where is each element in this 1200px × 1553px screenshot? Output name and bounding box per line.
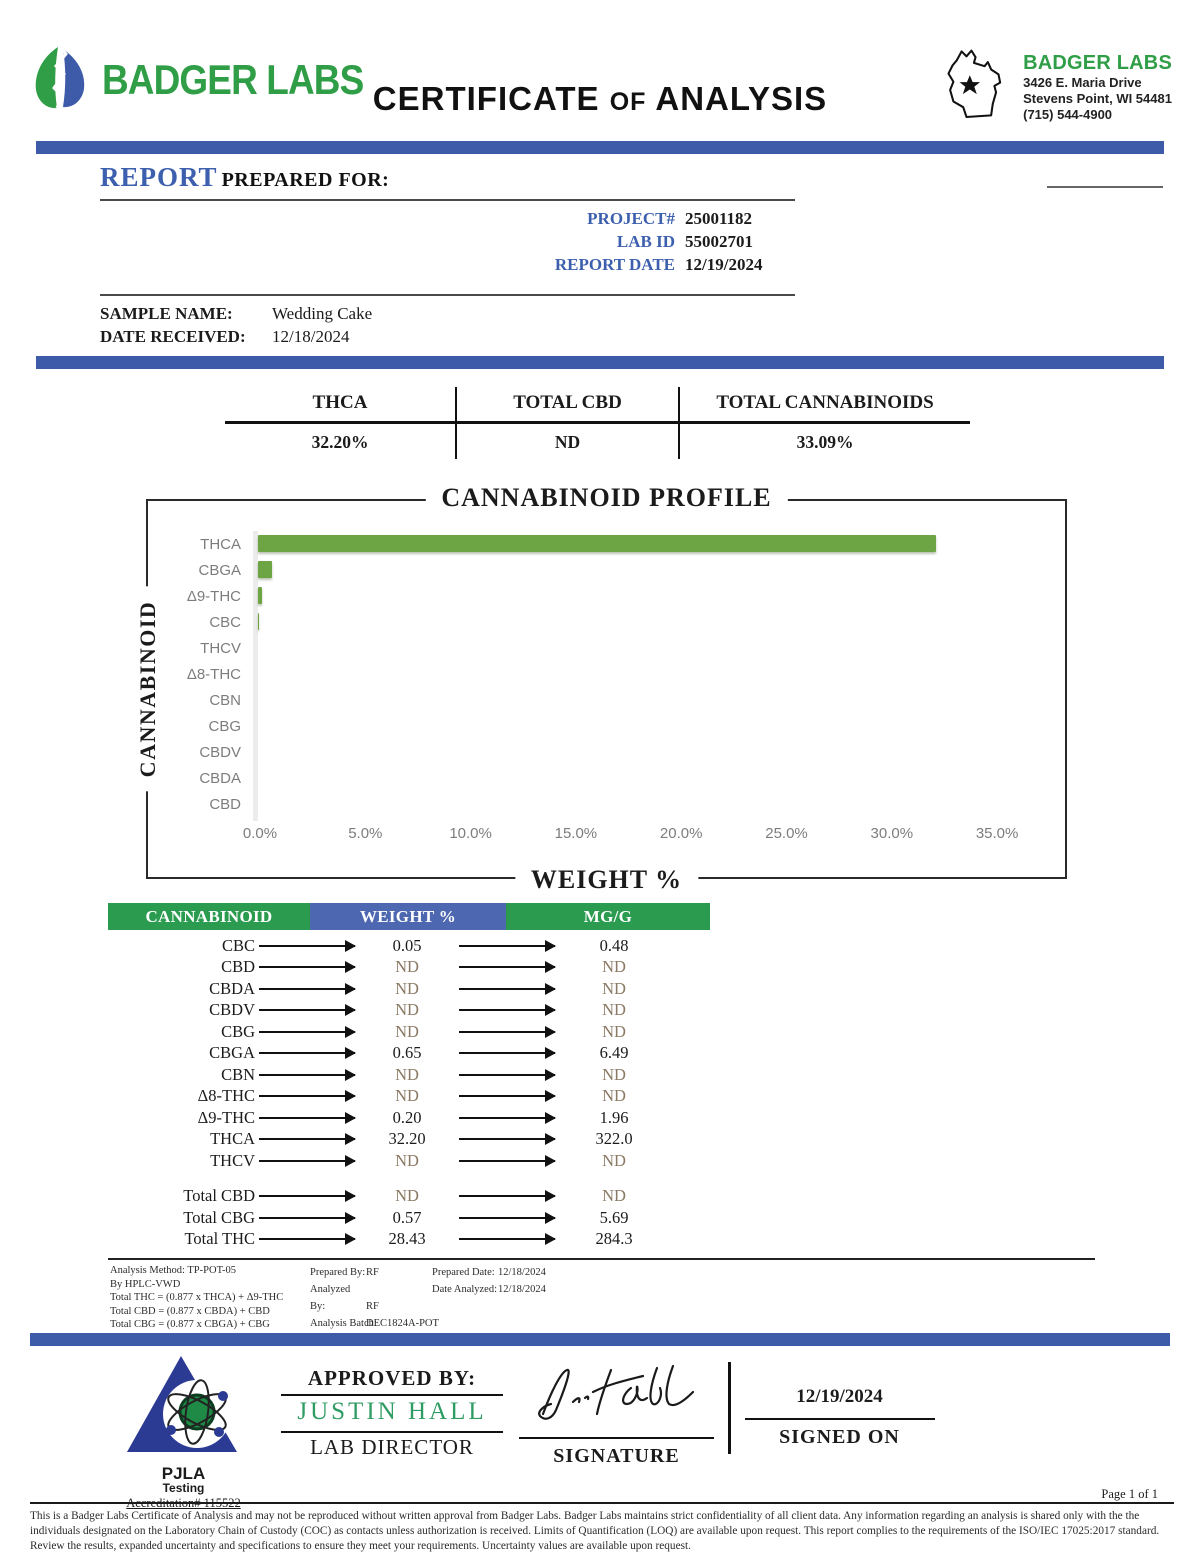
chart-bar-track xyxy=(253,739,1065,765)
table-row xyxy=(108,978,710,1000)
report-date-value: 12/19/2024 xyxy=(685,255,763,274)
chart-bar xyxy=(258,561,272,578)
chart-category-label: THCA xyxy=(200,535,241,553)
table-row xyxy=(108,1186,710,1208)
table-row xyxy=(108,1086,710,1108)
project-row xyxy=(100,207,793,230)
summary-total-cannabinoids-value: 33.09% xyxy=(796,432,854,452)
chart-bar xyxy=(258,587,262,604)
weight-value: ND xyxy=(395,1000,419,1020)
chart-row xyxy=(148,687,1065,713)
prepared-by-label: Prepared By: xyxy=(310,1267,366,1278)
summary-total-cbd xyxy=(455,387,680,459)
chart-category-label: THCV xyxy=(200,639,241,657)
signed-on-block xyxy=(745,1352,935,1449)
chart-bar-track xyxy=(253,583,1065,609)
mgg-value: ND xyxy=(602,978,626,998)
signature-handwriting xyxy=(527,1419,707,1436)
mgg-value: ND xyxy=(602,1186,626,1206)
weight-value: 28.43 xyxy=(388,1229,426,1249)
table-row xyxy=(108,1064,710,1086)
lab-id-label: LAB ID xyxy=(616,232,675,251)
report-date-row xyxy=(100,253,793,276)
mgg-value: ND xyxy=(602,1021,626,1041)
chart-category-label: CBN xyxy=(209,691,241,709)
chart-x-tick: 10.0% xyxy=(449,825,492,842)
divider-bar-mid xyxy=(36,356,1164,369)
lab-id-row xyxy=(100,230,793,253)
report-section xyxy=(100,164,795,348)
arrow-icon xyxy=(259,1217,355,1219)
report-meta xyxy=(100,207,795,276)
chart-category-label: Δ9-THC xyxy=(186,587,241,605)
table-row xyxy=(108,1021,710,1043)
lab-address-1: 3426 E. Maria Drive xyxy=(1023,75,1142,90)
chart-bar-track xyxy=(253,531,1065,557)
date-received-label: DATE RECEIVED: xyxy=(100,327,246,346)
footnote-line: Total THC = (0.877 x THCA) + Δ9-THC xyxy=(110,1292,284,1303)
lab-address-2: Stevens Point, WI 54481 xyxy=(1023,91,1172,106)
prepared-for-label: PREPARED FOR: xyxy=(221,169,390,191)
disclaimer-text: This is a Badger Labs Certificate of Analysis and may not be reproduced without written approval from Badger Labs. Badger Labs maintains strict confidentiality of all client data. Any information regarding an analysis is shared only with the the individuals designated on the Laboratory Chain of Custody (COC) as contacts unless authorization is received. Limits of Quantification (LOQ) are available upon request. This report complies to the requirements of the ISO/IEC 17025:2017 standard. Review the results, expanded uncertainty and specifications to ensure they meet your requirements. Uncertainty values are available upon request. xyxy=(30,1502,1174,1553)
chart-row xyxy=(148,661,1065,687)
sample-block xyxy=(100,294,795,348)
arrow-icon xyxy=(259,1052,355,1054)
cannabinoid-name: THCA xyxy=(210,1129,255,1149)
summary-total-cbd-value: ND xyxy=(554,432,581,452)
chart-category-label: CBG xyxy=(208,717,241,735)
cannabinoid-name: CBDA xyxy=(209,978,255,998)
chart-row xyxy=(148,609,1065,635)
chart-bar-track xyxy=(253,791,1065,817)
weight-value: ND xyxy=(395,978,419,998)
date-analyzed-value: 12/18/2024 xyxy=(498,1284,546,1295)
chart-category-label: CBC xyxy=(209,613,241,631)
arrow-icon xyxy=(459,988,555,990)
sample-name-row xyxy=(100,302,795,325)
chart-row xyxy=(148,791,1065,817)
approval-section xyxy=(96,1352,935,1511)
arrow-icon xyxy=(259,1031,355,1033)
mgg-value: ND xyxy=(602,1150,626,1170)
signature-label: SIGNATURE xyxy=(553,1445,680,1467)
analysis-batch-value: DEC1824A-POT xyxy=(366,1318,439,1329)
weight-value: 0.65 xyxy=(392,1043,422,1063)
signed-on-date: 12/19/2024 xyxy=(796,1386,883,1407)
weight-value: 0.05 xyxy=(392,935,422,955)
project-label: PROJECT# xyxy=(587,209,675,228)
chart-row xyxy=(148,739,1065,765)
signature-divider xyxy=(728,1362,731,1454)
chart-x-ticks xyxy=(148,825,1065,847)
arrow-icon xyxy=(259,1095,355,1097)
mgg-value: 284.3 xyxy=(595,1229,633,1249)
chart-category-label: CBD xyxy=(209,795,241,813)
arrow-icon xyxy=(459,1217,555,1219)
weight-value: ND xyxy=(395,957,419,977)
arrow-icon xyxy=(459,1074,555,1076)
results-header-cannabinoid: CANNABINOID xyxy=(108,903,310,930)
arrow-icon xyxy=(259,1195,355,1197)
header-rule-right xyxy=(1047,186,1163,188)
chart-bar-track xyxy=(253,609,1065,635)
chart-y-axis-label: CANNABINOID xyxy=(135,587,161,792)
cannabinoid-name: CBD xyxy=(221,957,255,977)
table-row xyxy=(108,1207,710,1229)
lab-name: BADGER LABS xyxy=(1023,52,1172,74)
approved-by-label: APPROVED BY: xyxy=(307,1366,477,1390)
cannabinoid-name: CBC xyxy=(221,935,255,955)
summary-thca-label: THCA xyxy=(225,387,455,424)
weight-value: ND xyxy=(395,1021,419,1041)
mgg-value: ND xyxy=(602,1064,626,1084)
arrow-icon xyxy=(459,1052,555,1054)
chart-bar-track xyxy=(253,635,1065,661)
chart-bar xyxy=(258,613,259,630)
cannabinoid-name: CBDV xyxy=(209,1000,255,1020)
arrow-icon xyxy=(459,1195,555,1197)
accreditation-number: Accreditation# 115522 xyxy=(126,1496,241,1510)
divider-bar-bottom xyxy=(30,1333,1170,1346)
results-total-rows xyxy=(108,1186,710,1251)
sample-name-label: SAMPLE NAME: xyxy=(100,304,233,323)
report-heading xyxy=(100,164,795,201)
cannabinoid-name: CBN xyxy=(221,1064,255,1084)
chart-bar-track xyxy=(253,661,1065,687)
cannabinoid-name: THCV xyxy=(210,1150,255,1170)
chart-row xyxy=(148,765,1065,791)
cannabinoid-name: Total CBD xyxy=(183,1186,255,1206)
weight-value: ND xyxy=(395,1086,419,1106)
arrow-icon xyxy=(259,1138,355,1140)
analyzed-by-value: RF xyxy=(366,1301,379,1312)
sample-name-value: Wedding Cake xyxy=(272,304,373,323)
prepared-date-label: Prepared Date: xyxy=(432,1267,495,1278)
summary-total-cbd-label: TOTAL CBD xyxy=(457,387,678,424)
chart-row xyxy=(148,713,1065,739)
divider-bar-top xyxy=(36,141,1164,154)
chart-bar-track xyxy=(253,713,1065,739)
chart-bar-track xyxy=(253,765,1065,791)
chart-x-tick: 35.0% xyxy=(975,825,1019,842)
pjla-sub: Testing xyxy=(162,1481,205,1495)
mgg-value: 0.48 xyxy=(599,935,629,955)
chart-row xyxy=(148,557,1065,583)
arrow-icon xyxy=(459,1138,555,1140)
lab-id-value: 55002701 xyxy=(685,232,753,251)
results-header-weight: WEIGHT % xyxy=(310,903,506,930)
approved-by-block xyxy=(281,1352,503,1460)
chart-row xyxy=(148,531,1065,557)
chart-bar-track xyxy=(253,687,1065,713)
cannabinoid-name: Δ9-THC xyxy=(197,1107,255,1127)
header xyxy=(0,0,1200,127)
analysis-batch-label: Analysis Batch: xyxy=(310,1318,377,1329)
pjla-accreditation xyxy=(96,1352,271,1511)
arrow-icon xyxy=(259,1238,355,1240)
table-row xyxy=(108,1107,710,1129)
chart-bar xyxy=(258,535,936,552)
summary-thca xyxy=(225,387,455,459)
arrow-icon xyxy=(259,988,355,990)
chart-category-label: Δ8-THC xyxy=(186,665,241,683)
results-header-mgg: MG/G xyxy=(506,903,710,930)
report-date-label: REPORT DATE xyxy=(554,255,675,274)
mgg-value: ND xyxy=(602,1086,626,1106)
mgg-value: 1.96 xyxy=(599,1107,629,1127)
summary-thca-value: 32.20% xyxy=(311,432,369,452)
chart-x-tick: 30.0% xyxy=(870,825,914,842)
cannabinoid-name: CBGA xyxy=(209,1043,255,1063)
chart-title: CANNABINOID PROFILE xyxy=(425,483,787,513)
chart-bar-track xyxy=(253,557,1065,583)
table-row xyxy=(108,1129,710,1151)
chart-row xyxy=(148,583,1065,609)
results-table xyxy=(108,903,710,1250)
footnote-line: Total CBD = (0.877 x CBDA) + CBD xyxy=(110,1305,270,1317)
table-row xyxy=(108,957,710,979)
brand-name: BADGER LABS xyxy=(102,55,364,103)
summary-table xyxy=(225,387,970,459)
signature-block xyxy=(519,1352,714,1468)
arrow-icon xyxy=(259,1009,355,1011)
arrow-icon xyxy=(459,1031,555,1033)
chart-plot-area xyxy=(148,501,1065,877)
page-title: CERTIFICATE OF ANALYSIS xyxy=(372,80,828,117)
chart-x-tick: 25.0% xyxy=(765,825,808,842)
weight-value: 0.20 xyxy=(392,1107,422,1127)
chart-category-label: CBDA xyxy=(199,769,241,787)
date-received-row xyxy=(100,325,795,348)
chart-x-tick: 20.0% xyxy=(659,825,703,842)
pjla-logo-icon xyxy=(119,1447,249,1464)
footnote-line: By HPLC-VWD xyxy=(110,1278,181,1290)
table-row xyxy=(108,1043,710,1065)
table-row xyxy=(108,1150,710,1172)
signed-on-label: SIGNED ON xyxy=(779,1426,900,1448)
table-row xyxy=(108,1000,710,1022)
chart-x-axis-label: WEIGHT % xyxy=(515,865,698,895)
chart-category-label: CBDV xyxy=(199,743,241,761)
date-received-value: 12/18/2024 xyxy=(272,327,350,346)
approver-title: LAB DIRECTOR xyxy=(310,1435,474,1459)
chart-x-tick: 5.0% xyxy=(348,825,383,842)
chart-x-tick: 0.0% xyxy=(242,825,278,842)
arrow-icon xyxy=(259,966,355,968)
cannabinoid-name: Total THC xyxy=(184,1229,255,1249)
report-word: REPORT xyxy=(100,162,218,192)
prepared-date-value: 12/18/2024 xyxy=(498,1267,546,1278)
arrow-icon xyxy=(459,1238,555,1240)
arrow-icon xyxy=(459,1095,555,1097)
arrow-icon xyxy=(259,1117,355,1119)
weight-value: 32.20 xyxy=(388,1129,426,1149)
mgg-value: ND xyxy=(602,957,626,977)
summary-total-cannabinoids xyxy=(680,387,970,459)
table-row xyxy=(108,1229,710,1251)
results-end-rule xyxy=(108,1258,1095,1260)
cannabinoid-name: Total CBG xyxy=(183,1207,255,1227)
cannabinoid-name: Δ8-THC xyxy=(197,1086,255,1106)
mgg-value: 6.49 xyxy=(599,1043,629,1063)
prepared-by-value: RF xyxy=(366,1267,379,1278)
footnote-line: Total CBG = (0.877 x CBGA) + CBG xyxy=(110,1319,270,1330)
summary-total-cannabinoids-label: TOTAL CANNABINOIDS xyxy=(680,387,970,424)
cannabinoid-name: CBG xyxy=(221,1021,255,1041)
chart-category-label: CBGA xyxy=(198,561,241,579)
weight-value: 0.57 xyxy=(392,1207,422,1227)
lab-phone: (715) 544-4900 xyxy=(1023,107,1113,122)
results-table-header xyxy=(108,903,710,930)
arrow-icon xyxy=(259,1160,355,1162)
arrow-icon xyxy=(259,1074,355,1076)
chart-row xyxy=(148,635,1065,661)
results-rows xyxy=(108,935,710,1172)
arrow-icon xyxy=(459,1117,555,1119)
analyzed-by-label: Analyzed By: xyxy=(310,1284,351,1312)
weight-value: ND xyxy=(395,1064,419,1084)
arrow-icon xyxy=(459,966,555,968)
weight-value: ND xyxy=(395,1150,419,1170)
weight-value: ND xyxy=(395,1186,419,1206)
chart-x-tick: 15.0% xyxy=(554,825,598,842)
date-analyzed-label: Date Analyzed: xyxy=(432,1284,498,1295)
chart-rows xyxy=(148,531,1065,817)
arrow-icon xyxy=(459,1009,555,1011)
pjla-name: PJLA xyxy=(161,1464,206,1483)
mgg-value: ND xyxy=(602,1000,626,1020)
mgg-value: 5.69 xyxy=(599,1207,629,1227)
footnote-line: Analysis Method: TP-POT-05 xyxy=(110,1265,237,1276)
arrow-icon xyxy=(259,945,355,947)
project-value: 25001182 xyxy=(685,209,753,228)
cannabinoid-profile-chart xyxy=(135,483,1067,894)
arrow-icon xyxy=(459,1160,555,1162)
approver-name: JUSTIN HALL xyxy=(297,1398,487,1425)
table-row xyxy=(108,935,710,957)
mgg-value: 322.0 xyxy=(595,1129,633,1149)
arrow-icon xyxy=(459,945,555,947)
page-number: Page 1 of 1 xyxy=(1101,1487,1158,1501)
